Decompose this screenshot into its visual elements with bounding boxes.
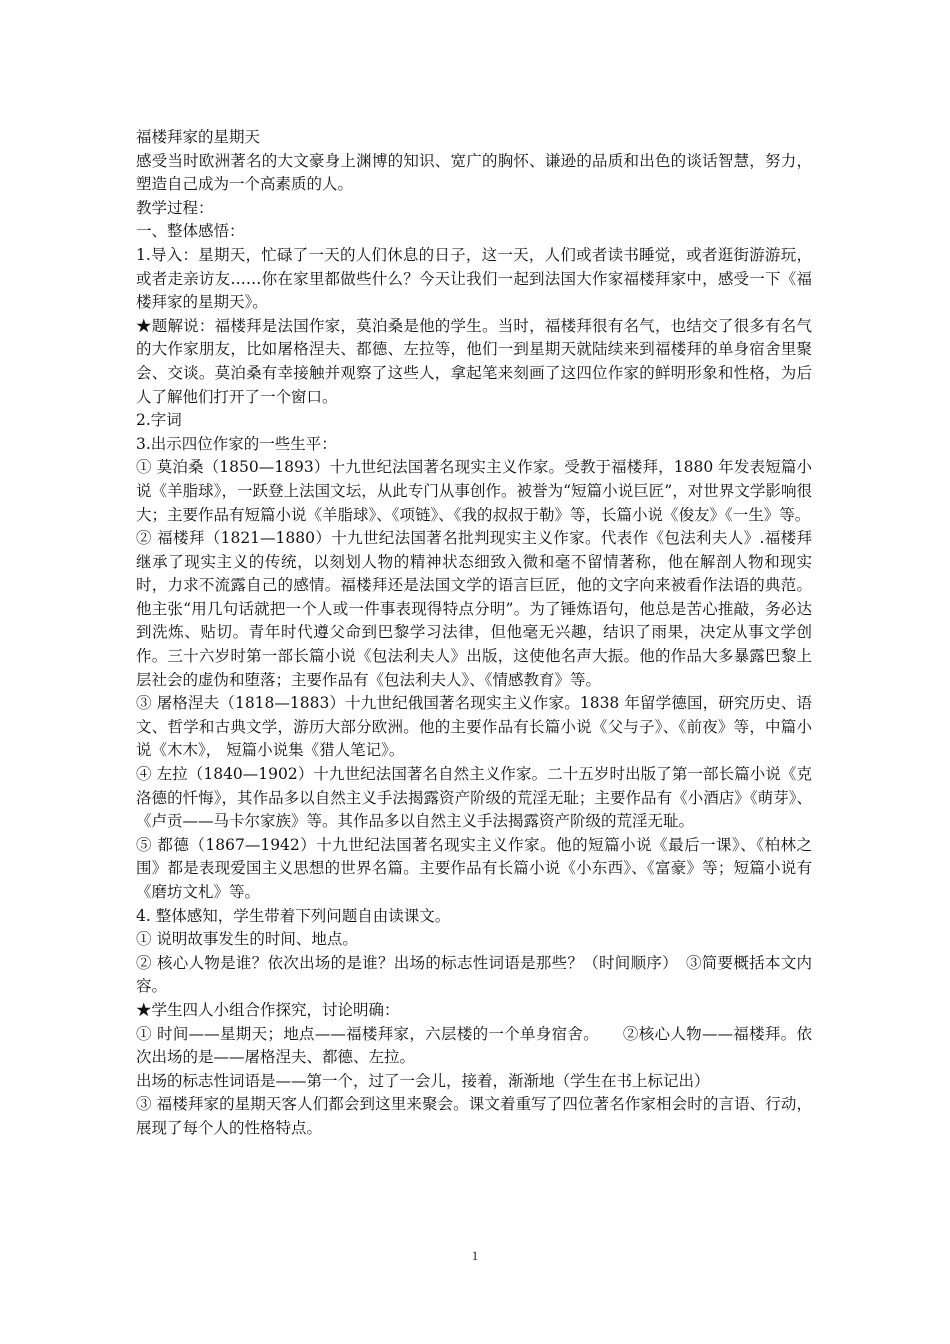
paragraph-author-maupassant: ① 莫泊桑（1850—1893）十九世纪法国著名现实主义作家。受教于福楼拜，1880 年发表短篇小说《羊脂球》，一跃登上法国文坛，从此专门从事创作。被誉为“短篇小说巨匠”，对世界文学影响很大；主要作品有短篇小说《羊脂球》、《项链》、《我的叔叔于勒》等，长篇小说《俊友》《一生》等。 [136, 458, 812, 524]
paragraph-author-turgenev: ③ 屠格涅夫（1818—1883）十九世纪俄国著名现实主义作家。1838 年留学德国，研究历史、语文、哲学和古典文学，游历大部分欧洲。他的主要作品有长篇小说《父与子》、《前夜》等，中篇小说《木木》， 短篇小说集《猎人笔记》。 [136, 694, 812, 760]
paragraph-author-zola: ④ 左拉（1840—1902）十九世纪法国著名自然主义作家。二十五岁时出版了第一部长篇小说《克洛德的忏悔》，其作品多以自然主义手法揭露资产阶级的荒淫无耻；主要作品有《小酒店》《萌芽》、《卢贡——马卡尔家族》等。其作品多以自然主义手法揭露资产阶级的荒淫无耻。 [136, 765, 812, 831]
paragraph-author-daudet: ⑤ 都德（1867—1942）十九世纪法国著名现实主义作家。他的短篇小说《最后一课》、《柏林之围》都是表现爱国主义思想的世界名篇。主要作品有长篇小说《小东西》、《富豪》等；短篇小说有《磨坊文札》等。 [136, 835, 812, 901]
page-number: 1 [471, 1248, 479, 1263]
paragraph-overall-perception: 4. 整体感知，学生带着下列问题自由读课文。 [136, 906, 451, 925]
paragraph-vocabulary: 2.字词 [136, 411, 182, 430]
paragraph-section-heading: 一、整体感悟： [136, 222, 245, 241]
paragraph-group-discussion: ★学生四人小组合作探究，讨论明确： [136, 1000, 400, 1019]
paragraph-author-flaubert: ② 福楼拜（1821—1880）十九世纪法国著名批判现实主义作家。代表作《包法利夫人》.福楼拜继承了现实主义的传统，以刻划人物的精神状态细致入微和毫不留情著称，他在解剖人物和现实时，力求不流露自己的感情。福楼拜还是法国文学的语言巨匠，他的文字向来被看作法语的典范。他主张“用几句话就把一个人或一件事表现得特点分明”。为了锤炼语句，他总是苦心推敲，务必达到洗炼、贴切。青年时代遵父命到巴黎学习法律，但他毫无兴趣，结识了雨果，决定从事文学创作。三十六岁时第一部长篇小说《包法利夫人》出版，这使他名声大振。他的作品大多暴露巴黎上层社会的虚伪和堕落；主要作品有《包法利夫人》、《情感教育》等。 [136, 529, 812, 689]
paragraph-answer-1-2: ① 时间——星期天；地点——福楼拜家，六层楼的一个单身宿舍。 ②核心人物——福楼拜。依次出场的是——屠格涅夫、都德、左拉。 [136, 1024, 812, 1067]
paragraph-objective: 感受当时欧洲著名的大文豪身上渊博的知识、宽广的胸怀、谦逊的品质和出色的谈话智慧，努力，塑造自己成为一个高素质的人。 [136, 151, 812, 194]
document-title: 福楼拜家的星期天 [136, 128, 261, 146]
paragraph-answer-3: ③ 福楼拜家的星期天客人们都会到这里来聚会。课文着重写了四位著名作家相会时的言语、行动，展现了每个人的性格特点。 [136, 1095, 812, 1137]
document-body [136, 126, 812, 1141]
paragraph-question-2-3: ② 核心人物是谁？依次出场的是谁？出场的标志性词语是那些？（时间顺序） ③简要概括本文内容。 [136, 953, 812, 996]
paragraph-process-heading: 教学过程： [136, 198, 214, 217]
paragraph-marker-words: 出场的标志性词语是——第一个，过了一会儿，接着，渐渐地（学生在书上标记出） [136, 1071, 710, 1090]
paragraph-introduction: 1.导入：星期天，忙碌了一天的人们休息的日子，这一天，人们或者读书睡觉，或者逛街游游玩，或者走亲访友……你在家里都做些什么？今天让我们一起到法国大作家福楼拜家中，感受一下《福楼拜家的星期天》。 [136, 245, 812, 312]
paragraph-authors-heading: 3.出示四位作家的一些生平： [136, 434, 337, 453]
paragraph-question-1: ① 说明故事发生的时间、地点。 [136, 930, 358, 949]
paragraph-title-explanation: ★题解说：福楼拜是法国作家，莫泊桑是他的学生。当时，福楼拜很有名气，也结交了很多有名气的大作家朋友，比如屠格涅夫、都德、左拉等，他们一到星期天就陆续来到福楼拜的单身宿舍里聚会、交谈。莫泊桑有幸接触并观察了这些人，拿起笔来刻画了这四位作家的鲜明形象和性格，为后人了解他们打开了一个窗口。 [136, 316, 812, 406]
